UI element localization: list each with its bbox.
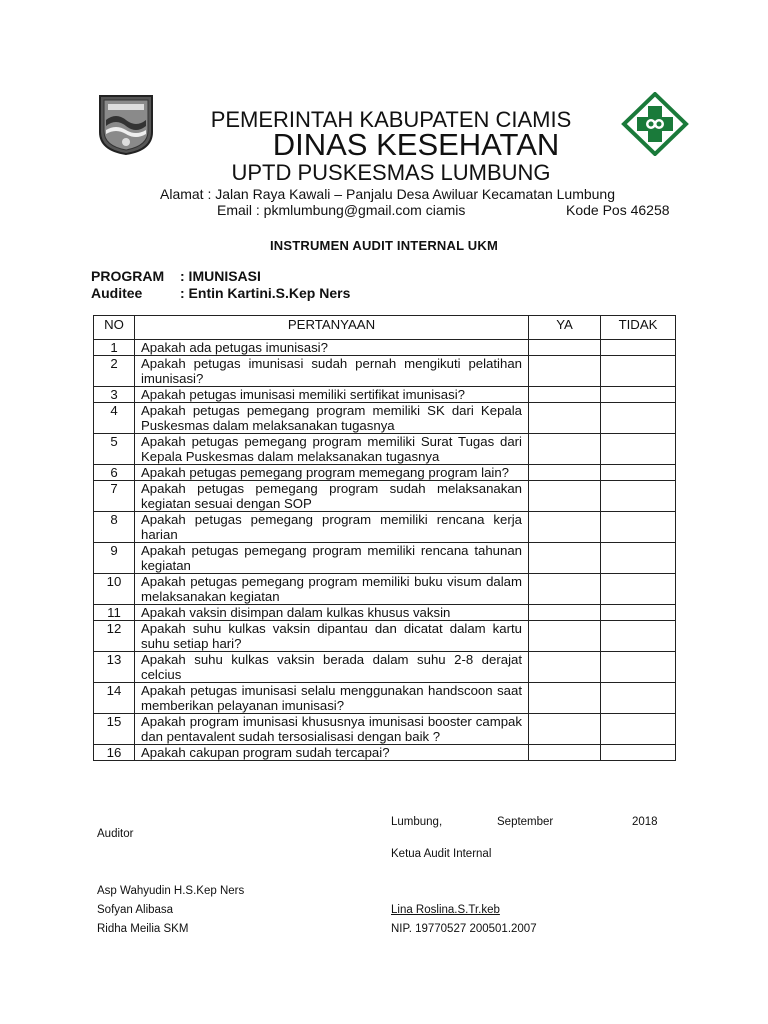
row-ya-cell[interactable] <box>529 434 601 465</box>
header-email: Email : pkmlumbung@gmail.com ciamis <box>217 202 466 218</box>
table-row <box>94 387 676 403</box>
row-ya-cell[interactable] <box>529 340 601 356</box>
row-question: Apakah petugas imunisasi selalu menggunakan handscoon saat memberikan pelayanan imunisasi? <box>135 683 529 714</box>
row-number: 14 <box>94 683 135 714</box>
table-row <box>94 481 676 512</box>
header-pertanyaan: PERTANYAAN <box>135 316 529 340</box>
sign-place: Lumbung, <box>391 816 443 828</box>
auditor-name-3: Ridha Meilia SKM <box>97 923 189 935</box>
row-question: Apakah petugas pemegang program memiliki rencana tahunan kegiatan <box>135 543 529 574</box>
row-number: 5 <box>94 434 135 465</box>
row-tidak-cell[interactable] <box>601 434 676 465</box>
row-ya-cell[interactable] <box>529 356 601 387</box>
row-question: Apakah petugas imunisasi memiliki sertifikat imunisasi? <box>135 387 529 403</box>
row-ya-cell[interactable] <box>529 621 601 652</box>
row-ya-cell[interactable] <box>529 512 601 543</box>
row-question: Apakah petugas imunisasi sudah pernah mengikuti pelatihan imunisasi? <box>135 356 529 387</box>
auditor-label: Auditor <box>97 828 134 840</box>
row-question: Apakah suhu kulkas vaksin berada dalam suhu 2-8 derajat celcius <box>135 652 529 683</box>
row-tidak-cell[interactable] <box>601 512 676 543</box>
row-question: Apakah petugas pemegang program memiliki buku visum dalam melaksanakan kegiatan <box>135 574 529 605</box>
row-number: 12 <box>94 621 135 652</box>
auditee-label: Auditee <box>91 285 143 301</box>
row-tidak-cell[interactable] <box>601 621 676 652</box>
row-number: 15 <box>94 714 135 745</box>
row-question: Apakah petugas pemegang program sudah melaksanakan kegiatan sesuai dengan SOP <box>135 481 529 512</box>
row-number: 3 <box>94 387 135 403</box>
row-tidak-cell[interactable] <box>601 403 676 434</box>
row-tidak-cell[interactable] <box>601 387 676 403</box>
table-row <box>94 465 676 481</box>
row-question: Apakah cakupan program sudah tercapai? <box>135 745 529 761</box>
header-postal-code: Kode Pos 46258 <box>566 202 670 218</box>
row-number: 10 <box>94 574 135 605</box>
program-value: : IMUNISASI <box>180 268 261 284</box>
row-ya-cell[interactable] <box>529 574 601 605</box>
table-row <box>94 605 676 621</box>
document-title: INSTRUMEN AUDIT INTERNAL UKM <box>269 238 499 253</box>
row-tidak-cell[interactable] <box>601 683 676 714</box>
row-tidak-cell[interactable] <box>601 714 676 745</box>
row-number: 8 <box>94 512 135 543</box>
header-tidak: TIDAK <box>601 316 676 340</box>
row-number: 13 <box>94 652 135 683</box>
header-agency-title: DINAS KESEHATAN <box>272 127 560 162</box>
auditee-value: : Entin Kartini.S.Kep Ners <box>180 285 351 301</box>
table-row <box>94 434 676 465</box>
table-row <box>94 683 676 714</box>
ketua-label: Ketua Audit Internal <box>391 848 492 860</box>
table-row <box>94 356 676 387</box>
table-row <box>94 714 676 745</box>
row-question: Apakah petugas pemegang program memiliki rencana kerja harian <box>135 512 529 543</box>
row-ya-cell[interactable] <box>529 683 601 714</box>
table-row <box>94 512 676 543</box>
row-tidak-cell[interactable] <box>601 605 676 621</box>
audit-table <box>93 315 676 761</box>
row-ya-cell[interactable] <box>529 387 601 403</box>
row-tidak-cell[interactable] <box>601 356 676 387</box>
table-row <box>94 543 676 574</box>
table-header-row <box>94 316 676 340</box>
row-question: Apakah suhu kulkas vaksin dipantau dan dicatat dalam kartu suhu setiap hari? <box>135 621 529 652</box>
table-row <box>94 403 676 434</box>
auditor-name-1: Asp Wahyudin H.S.Kep Ners <box>97 885 245 897</box>
header-no: NO <box>94 316 135 340</box>
row-number: 1 <box>94 340 135 356</box>
row-ya-cell[interactable] <box>529 652 601 683</box>
row-tidak-cell[interactable] <box>601 745 676 761</box>
row-number: 7 <box>94 481 135 512</box>
table-row <box>94 340 676 356</box>
row-ya-cell[interactable] <box>529 543 601 574</box>
sign-month: September <box>497 816 554 828</box>
row-number: 2 <box>94 356 135 387</box>
row-tidak-cell[interactable] <box>601 574 676 605</box>
row-question: Apakah petugas pemegang program memiliki SK dari Kepala Puskesmas dalam melaksanakan tugasnya <box>135 403 529 434</box>
table-row <box>94 574 676 605</box>
row-number: 6 <box>94 465 135 481</box>
row-tidak-cell[interactable] <box>601 481 676 512</box>
row-question: Apakah petugas pemegang program memegang program lain? <box>135 465 529 481</box>
ketua-nip: NIP. 19770527 200501.2007 <box>391 923 537 935</box>
row-question: Apakah ada petugas imunisasi? <box>135 340 529 356</box>
table-row <box>94 621 676 652</box>
header-address: Alamat : Jalan Raya Kawali – Panjalu Desa Awiluar Kecamatan Lumbung <box>160 186 615 202</box>
header-unit-title: UPTD PUSKESMAS LUMBUNG <box>231 160 551 185</box>
header-government-title: PEMERINTAH KABUPATEN CIAMIS <box>210 107 572 132</box>
row-tidak-cell[interactable] <box>601 465 676 481</box>
row-question: Apakah vaksin disimpan dalam kulkas khusus vaksin <box>135 605 529 621</box>
row-question: Apakah petugas pemegang program memiliki Surat Tugas dari Kepala Puskesmas dalam melaksanakan tugasnya <box>135 434 529 465</box>
table-row <box>94 745 676 761</box>
row-tidak-cell[interactable] <box>601 652 676 683</box>
table-row <box>94 652 676 683</box>
auditor-name-2: Sofyan Alibasa <box>97 904 174 916</box>
row-question: Apakah program imunisasi khususnya imunisasi booster campak dan pentavalent sudah tersosialisasi dengan baik ? <box>135 714 529 745</box>
row-number: 9 <box>94 543 135 574</box>
sign-year: 2018 <box>632 816 658 828</box>
row-ya-cell[interactable] <box>529 714 601 745</box>
row-ya-cell[interactable] <box>529 465 601 481</box>
row-ya-cell[interactable] <box>529 481 601 512</box>
row-tidak-cell[interactable] <box>601 543 676 574</box>
header-ya: YA <box>529 316 601 340</box>
row-tidak-cell[interactable] <box>601 340 676 356</box>
row-number: 11 <box>94 605 135 621</box>
row-ya-cell[interactable] <box>529 605 601 621</box>
ketua-name: Lina Roslina.S.Tr.keb <box>391 904 500 916</box>
program-label: PROGRAM <box>91 268 165 284</box>
row-number: 16 <box>94 745 135 761</box>
row-ya-cell[interactable] <box>529 745 601 761</box>
row-number: 4 <box>94 403 135 434</box>
row-ya-cell[interactable] <box>529 403 601 434</box>
